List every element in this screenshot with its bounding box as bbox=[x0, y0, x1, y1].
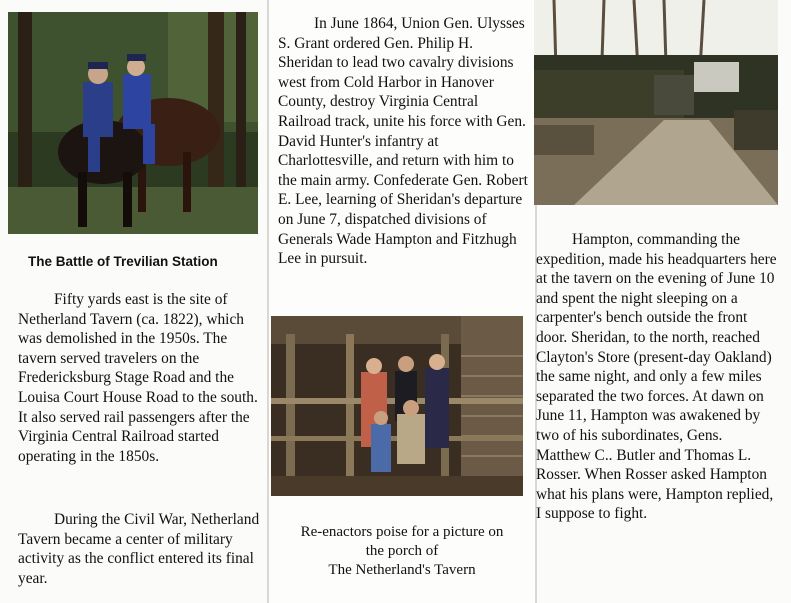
tavern-site-photo bbox=[534, 0, 778, 205]
paragraph-hampton-headquarters bbox=[536, 230, 780, 524]
paragraph-grant-orders bbox=[278, 14, 528, 269]
caption-line: The Netherland's Tavern bbox=[328, 562, 476, 578]
caption-line: Re-enactors poise for a picture on bbox=[300, 524, 504, 540]
paragraph-text: Fifty yards east is the site of Netherland Tavern (ca. 1822), which was demolished in the 1950s. The tavern served travelers on the Fredericksburg Stage Road and the Louisa Court House Road to the south. It also served rail passengers after the Virginia Central Railroad started operating in the 1850s. bbox=[18, 291, 258, 465]
paragraph-text: Hampton, commanding the expedition, made his headquarters here at the tavern on the evening of June 10 and spent the night sleeping on a carpenter's bench outside the front door. Sheridan, to the north, reached Clayton's Store (present-day Oakland) the same night, and only a few miles separated the two forces. At dawn on June 11, Hampton was awakened by two of his subordinates, Gens. Matthew C.. Butler and Thomas L. Rosser. When Rosser asked Hampton what his plans were, Hampton replied, I suppose to fight. bbox=[536, 231, 777, 523]
caption-line: the porch of bbox=[365, 543, 439, 559]
paragraph-text: In June 1864, Union Gen. Ulysses S. Grant ordered Gen. Philip H. Sheridan to lead two cavalry divisions west from Cold Harbor in Hanover County, destroy Virginia Central Railroad track, unite his force with Gen. David Hunter's infantry at Charlottesville, and return with him to the main army. Confederate Gen. Robert E. Lee, learning of Sheridan's departure on June 7, dispatched divisions of Generals Wade Hampton and Fitzhugh Lee in pursuit. bbox=[278, 15, 528, 268]
fold-line-left bbox=[267, 0, 269, 603]
page-title: The Battle of Trevilian Station bbox=[28, 254, 218, 269]
paragraph-civil-war-center bbox=[18, 510, 266, 588]
cavalry-photo bbox=[8, 12, 258, 234]
photo-caption bbox=[268, 523, 536, 580]
paragraph-tavern-site bbox=[18, 290, 266, 466]
paragraph-text: During the Civil War, Netherland Tavern became a center of military activity as the conflict entered its final year. bbox=[18, 511, 260, 587]
porch-reenactors-photo bbox=[271, 316, 523, 496]
